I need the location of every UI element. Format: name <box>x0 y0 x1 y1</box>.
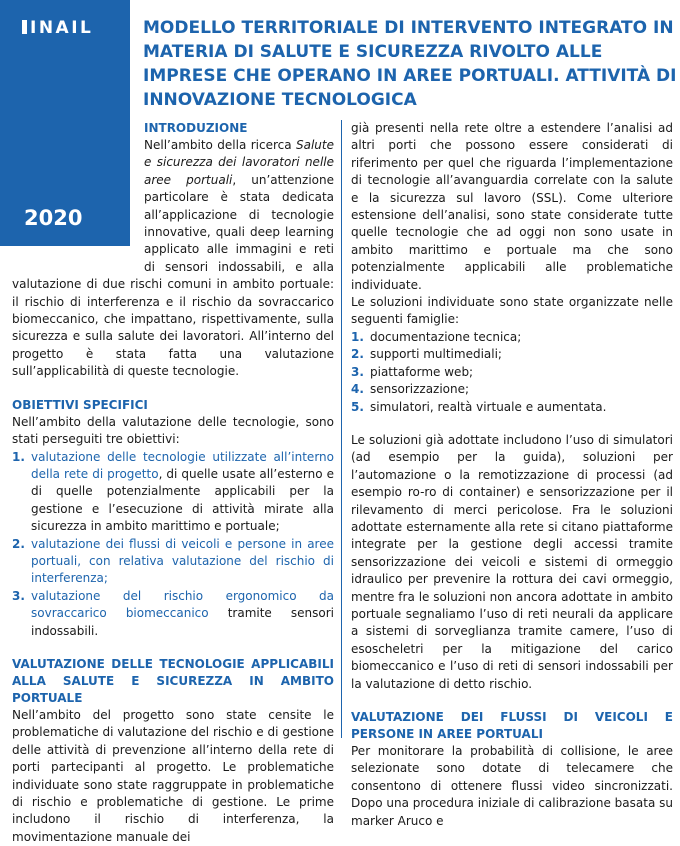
spacer <box>351 693 673 709</box>
family-label: sensorizzazione; <box>370 382 470 397</box>
family-label: documentazione tecnica; <box>370 329 522 344</box>
objective-number: 3. <box>12 588 25 603</box>
intro-text-a: Nell’ambito della ricerca <box>144 138 296 152</box>
family-number: 1. <box>351 329 364 344</box>
logo-i-bar <box>22 20 27 34</box>
intro-heading-wrap <box>144 120 334 137</box>
column-divider <box>341 120 342 738</box>
spacer <box>12 640 334 656</box>
family-number: 3. <box>351 364 364 379</box>
family-item <box>351 329 673 346</box>
document-title: MODELLO TERRITORIALE DI INTERVENTO INTEGRATO IN MATERIA DI SALUTE E SICUREZZA RIVOLTO ALLE IMPRESE CHE OPERANO IN AREE PORTUALI. ATTIVITÀ DI INNOVAZIONE TECNOLOGICA <box>143 18 677 110</box>
logo-text: INAIL <box>30 18 94 38</box>
right-column <box>351 120 673 830</box>
objectives-list <box>12 449 334 640</box>
intro-text-italic: Salute e sicurezza dei lavoratori nelle aree portuali <box>144 138 334 187</box>
objective-rest: , di quelle usate all’esterno e di quelle potenzialmente applicabili per la gestione e l’esecuzione di attività mirate alla sicurezza in ambito marittimo e portuale; <box>31 466 335 534</box>
right-paragraph-2: Le soluzioni individuate sono state organizzate nelle seguenti famiglie: <box>351 295 673 327</box>
flows-heading: VALUTAZIONE DEI FLUSSI DI VEICOLI E PERSONE IN AREE PORTUALI <box>351 710 673 741</box>
objective-number: 1. <box>12 449 25 464</box>
family-label: simulatori, realtà virtuale e aumentata. <box>370 399 607 414</box>
family-number: 5. <box>351 399 364 414</box>
objective-rest: tramite sensori indossabili. <box>31 606 334 638</box>
family-item <box>351 364 673 381</box>
objective-highlight: valutazione dei flussi di veicoli e persone in aree portuali, con relativa valutazione del rischio di interferenza; <box>31 536 334 586</box>
intro-heading: INTRODUZIONE <box>144 121 248 135</box>
family-number: 4. <box>351 382 364 397</box>
families-list <box>351 329 673 416</box>
right-paragraph-3: Le soluzioni già adottate includono l’uso di simulatori (ad esempio per la guida), soluzioni per l’automazione o la remotizzazione di processi (ad esempio ro-ro di container) e sensorizzazione per il rilevamento di merci pericolose. Fra le soluzioni adottate esternamente alla rete si citano piattaforme integrate per la gestione degli accessi tramite sensorizzazione dei veicoli e sistemi di ormeggio idraulico per prevenire la rottura dei cavi ormeggio, mentre fra le soluzioni non ancora adottate in ambito portuale segnaliamo l’uso di reti neurali da applicare a sistemi di sorveglianza tramite camere, l’uso di esoscheletri per la mitigazione del carico biomeccanico e l’uso di reti di sensori indossabili per la valutazione di detto rischio. <box>351 432 673 691</box>
spacer <box>351 416 673 432</box>
left-column <box>12 120 334 846</box>
tech-eval-heading: VALUTAZIONE DELLE TECNOLOGIE APPLICABILI ALLA SALUTE E SICUREZZA IN AMBITO PORTUALE <box>12 656 334 705</box>
intro-text-b: , un’attenzione particolare è stata dedicata all’applicazione di tecnologie innovative, quali deep learning applicato alle immagini e reti di sensori indossabili, e alla valutazione di due rischi comuni in ambito portuale: il rischio di interferenza e il rischio da sovraccarico biomeccanico, che impattano, rispettivamente, sulla sicurezza e sulla salute dei lavoratori. All’interno del progetto è stata fatta una valutazione sull’applicabilità di queste tecnologie. <box>12 172 334 379</box>
intro-float-spacer <box>12 137 144 259</box>
right-paragraph-4: Per monitorare la probabilità di collisione, le aree selezionate sono dotate di telecamere che consentono di ottenere flussi video sincronizzati. Dopo una procedura iniziale di calibrazione basata su marker Aruco e <box>351 744 673 828</box>
objective-number: 2. <box>12 536 25 551</box>
spacer <box>12 381 334 397</box>
objectives-heading: OBIETTIVI SPECIFICI <box>12 397 148 412</box>
objectives-intro: Nell’ambito della valutazione delle tecnologie, sono stati perseguiti tre obiettivi: <box>12 414 334 447</box>
tech-eval-paragraph: Nell’ambito del progetto sono state censite le problematiche di valutazione del rischio e di gestione delle attività di prevenzione all’interno della rete di porti partecipanti al progetto. Le problematiche individuate sono state raggruppate in problematiche di rischio e problematiche di gestione. Le prime includono il rischio di interferenza, la movimentazione manuale dei <box>12 707 334 844</box>
objective-item <box>12 449 334 536</box>
family-label: piattaforme web; <box>370 364 474 379</box>
objective-highlight: valutazione delle tecnologie utilizzate all’interno della rete di progetto <box>31 449 334 481</box>
family-item <box>351 399 673 416</box>
objective-item <box>12 536 334 588</box>
intro-paragraph <box>12 137 334 381</box>
objective-highlight: valutazione del rischio ergonomico da sovraccarico biomeccanico <box>31 588 334 621</box>
right-paragraph-1: già presenti nella rete oltre a estendere l’analisi ad altri porti che possono essere considerati di riferimento per quel che riguarda l’implementazione di tecnologie all’avanguardia correlate con la salute e la sicurezza sul lavoro (SSL). Come ulteriore estensione dell’analisi, sono state considerate tutte quelle tecnologie che ad oggi non sono usate in ambito marittimo e portuale ma che sono potenzialmente applicabili alle problematiche individuate. <box>351 121 673 292</box>
inail-logo <box>22 18 93 38</box>
family-label: supporti multimediali; <box>370 347 502 362</box>
family-item <box>351 346 673 363</box>
publication-year: 2020 <box>24 206 83 230</box>
objective-item <box>12 588 334 640</box>
family-item <box>351 381 673 398</box>
family-number: 2. <box>351 347 364 362</box>
